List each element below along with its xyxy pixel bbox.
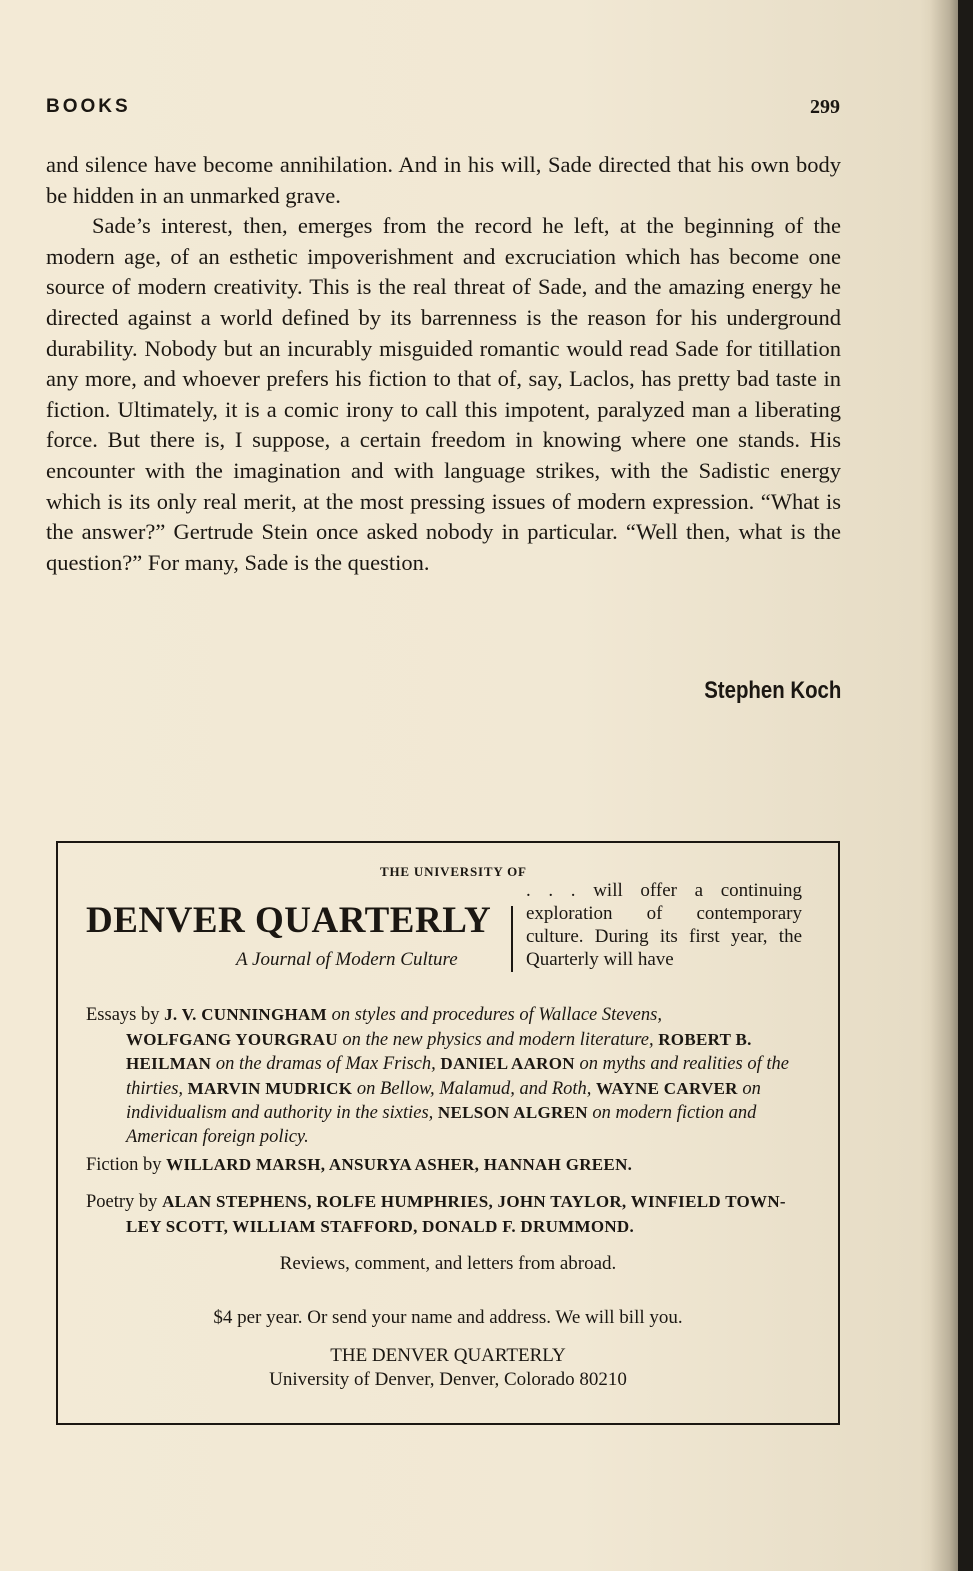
essay-author: DANIEL AARON <box>440 1054 575 1073</box>
poetry-lead: Poetry by <box>86 1192 158 1212</box>
university-line: THE UNIVERSITY OF <box>380 864 527 879</box>
essay-author: WOLFGANG YOURGRAU <box>126 1029 338 1049</box>
price-line: $4 per year. Or send your name and address. We will bill you. <box>213 1307 683 1328</box>
page-number: 299 <box>810 96 840 118</box>
essays-lead: Essays by <box>86 1005 160 1025</box>
paragraph: and silence have become annihilation. And in his will, Sade directed that his own body be hidden in an unmarked grave. <box>46 152 841 208</box>
essay-topic: on modern fiction and American foreign policy. <box>126 1103 757 1147</box>
essay-topic: on the new physics and modern literature, <box>342 1029 654 1050</box>
essay-author: MARVIN MUDRICK <box>187 1078 353 1098</box>
essays-section <box>86 1003 804 1149</box>
reviewer-signature: Stephen Koch <box>703 677 841 704</box>
journal-title: DENVER QUARTERLY <box>86 900 492 941</box>
vertical-divider <box>511 906 513 972</box>
address-line: University of Denver, Denver, Colorado 80210 <box>269 1369 627 1390</box>
reviews-line: Reviews, comment, and letters from abroad. <box>279 1253 617 1274</box>
review-body <box>46 150 841 578</box>
journal-blurb: . . . will offer a continuing exploration of contemporary culture. During its first year, the Quarterly will have <box>526 880 802 970</box>
fiction-authors: WILLARD MARSH, ANSURYA ASHER, HANNAH GREEN. <box>166 1155 633 1174</box>
essay-author: NELSON ALGREN <box>437 1103 588 1122</box>
journal-subtitle: A Journal of Modern Culture <box>236 949 458 970</box>
section-title: BOOKS <box>46 96 131 117</box>
essay-author: ROBERT B. HEILMAN <box>126 1029 752 1073</box>
running-head <box>46 96 840 122</box>
paragraph: Sade’s interest, then, emerges from the record he left, at the beginning of the modern age, of an esthetic impoverishment and excruciation which has become one source of modern creativity. This is the real threat of Sade, and the amazing energy he directed against a world defined by its barrenness is the reason for his underground durability. Nobody but an incurably misguided romantic would read Sade for titillation any more, and whoever prefers his fiction to that of, say, Laclos, has pretty bad taste in fiction. Ultimately, it is a comic irony to call this impotent, paralyzed man a liberating force. But there is, I suppose, a certain freedom in knowing where one stands. His encounter with the imagination and with language strikes, with the Sadistic energy which is its only real merit, at the most pressing issues of modern expression. “What is the answer?” Gertrude Stein once asked nobody in particular. “Well then, what is the question?” For many, Sade is the question. <box>46 213 841 575</box>
poetry-authors: ALAN STEPHENS, ROLFE HUMPHRIES, JOHN TAYLOR, WINFIELD TOWN- <box>162 1192 786 1211</box>
spine-shadow <box>930 0 958 1571</box>
essay-topic: on the dramas of Max Frisch, <box>215 1054 436 1074</box>
essay-author: WAYNE CARVER <box>596 1078 738 1098</box>
poetry-authors: LEY SCOTT, WILLIAM STAFFORD, DONALD F. DRUMMOND. <box>126 1216 635 1236</box>
essay-topic: on myths and realities of the thirties, <box>126 1054 789 1099</box>
essay-topic: on individualism and authority in the sixties, <box>126 1078 761 1123</box>
denver-quarterly-advertisement <box>56 841 840 1425</box>
address-name: THE DENVER QUARTERLY <box>330 1345 566 1366</box>
essay-topic: on Bellow, Malamud, and Roth, <box>356 1078 592 1099</box>
essay-topic: on styles and procedures of Wallace Stevens, <box>331 1005 662 1025</box>
poetry-section <box>86 1190 804 1239</box>
essay-author: J. V. CUNNINGHAM <box>164 1005 327 1024</box>
fiction-section <box>86 1153 804 1178</box>
fiction-lead: Fiction by <box>86 1155 162 1175</box>
